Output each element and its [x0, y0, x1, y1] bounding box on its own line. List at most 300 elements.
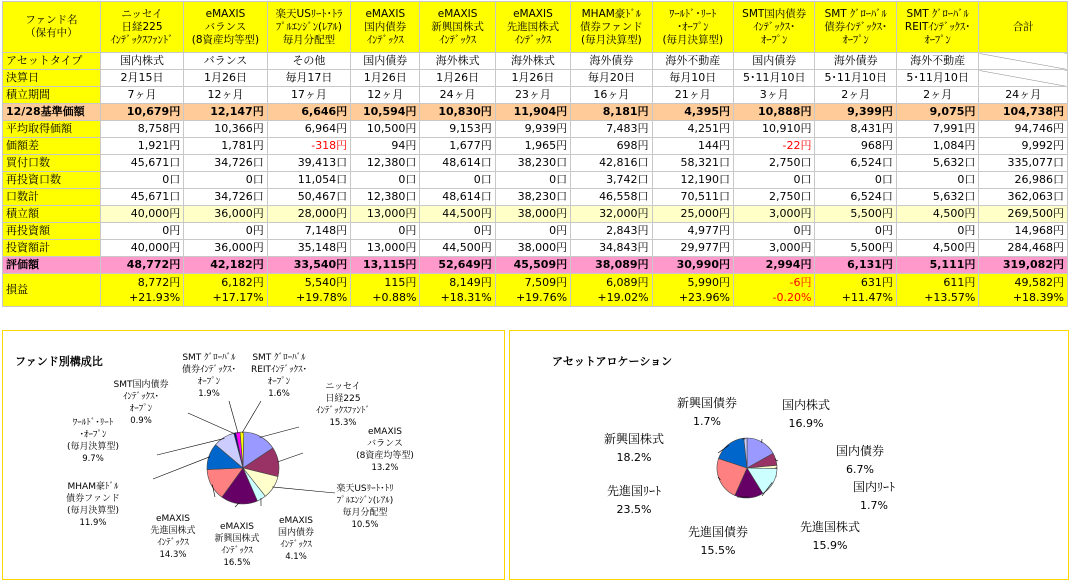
data-cell: 45,671口: [100, 155, 183, 172]
data-cell: 0円: [896, 223, 978, 240]
slice-name-label: ｲﾝﾃﾞｯｸｽﾌｧﾝﾄﾞ: [315, 406, 371, 416]
data-cell: 国内債券: [351, 53, 420, 70]
data-cell: 11,904円: [495, 104, 570, 121]
data-cell: バランス: [184, 53, 267, 70]
data-cell: 6,964円: [267, 121, 350, 138]
data-cell: 6,524口: [815, 189, 896, 206]
data-cell: 10,500円: [351, 121, 420, 138]
table-row: [3, 121, 1068, 138]
leader-line: [272, 487, 335, 493]
profit-amount: 5,540円: [304, 276, 348, 289]
row-label: 投資額計: [3, 240, 101, 257]
header-line: 毎月分配型: [282, 33, 336, 46]
data-cell: 9,153円: [420, 121, 495, 138]
slice-percent-label: 1.7%: [860, 499, 888, 512]
data-cell: 10,888円: [734, 104, 815, 121]
total-cell: 24ヶ月: [979, 87, 1068, 104]
slice-percent-label: 14.3%: [159, 550, 187, 560]
data-cell: 10,594円: [351, 104, 420, 121]
header-line: SMT ｸﾞﾛｰﾊﾞﾙ: [906, 7, 969, 20]
slice-percent-label: 16.9%: [788, 417, 824, 430]
profit-amount: 8,772円: [137, 276, 181, 289]
data-cell: 1月26日: [351, 70, 420, 87]
total-profit-amount: 49,582円: [1014, 276, 1064, 289]
slice-name-label: ﾜｰﾙﾄﾞ･ﾘｰﾄ: [72, 418, 114, 428]
table-row: [3, 138, 1068, 155]
data-cell: 0口: [495, 172, 570, 189]
header-line: (毎月決算型): [662, 33, 724, 46]
data-cell: 12,190口: [652, 172, 733, 189]
data-cell: 38,000円: [495, 240, 570, 257]
data-cell: 1月26日: [420, 70, 495, 87]
data-cell: 4,395円: [652, 104, 733, 121]
header-line: (毎月決算型): [580, 33, 642, 46]
data-cell: 5,500円: [815, 206, 896, 223]
slice-percent-label: 15.9%: [812, 539, 848, 552]
total-cell: [979, 70, 1068, 87]
data-cell: 16ヶ月: [571, 87, 652, 104]
total-cell: 9,992円: [979, 138, 1068, 155]
slice-name-label: ｲﾝﾃﾞｯｸｽ: [280, 540, 312, 550]
fund-name-header: [815, 2, 896, 53]
data-cell: 海外株式: [420, 53, 495, 70]
slice-name-label: 国内株式: [781, 398, 831, 412]
data-cell: 0口: [351, 172, 420, 189]
data-cell: 12ヶ月: [351, 87, 420, 104]
total-cell: 94,746円: [979, 121, 1068, 138]
fund-name-header: [571, 2, 652, 53]
data-cell: 12,380口: [351, 189, 420, 206]
slice-percent-label: 18.2%: [616, 451, 652, 464]
row-label: 積立額: [3, 206, 101, 223]
row-label: 損益: [3, 274, 101, 307]
header-line: ｲﾝﾃﾞｯｸｽ: [514, 33, 552, 46]
slice-name-label: eMAXIS: [220, 522, 254, 532]
data-cell: 1月26日: [495, 70, 570, 87]
slice-name-label: 日経225: [325, 394, 361, 404]
data-cell: 1,965円: [495, 138, 570, 155]
data-cell: 48,614口: [420, 155, 495, 172]
data-cell: 0円: [495, 223, 570, 240]
data-cell: 5,500円: [815, 240, 896, 257]
profit-amount: 6,182円: [221, 276, 264, 289]
asset-pie-chart: [510, 331, 1068, 579]
fund-name-header: [495, 2, 570, 53]
data-cell: 698円: [571, 138, 652, 155]
fund-composition-panel: [2, 330, 505, 580]
slice-name-label: 債券ｲﾝﾃﾞｯｸｽ･: [181, 365, 237, 375]
data-cell: 1,677円: [420, 138, 495, 155]
data-cell: -22円: [734, 138, 815, 155]
data-cell: 13,000円: [351, 240, 420, 257]
slice-name-label: ｲﾝﾃﾞｯｸｽ･: [122, 392, 160, 402]
data-cell: [420, 274, 495, 307]
profit-amount: 8,149円: [449, 276, 492, 289]
data-cell: 10,830円: [420, 104, 495, 121]
data-cell: 70,511口: [652, 189, 733, 206]
header-line: eMAXIS: [513, 7, 553, 20]
data-cell: 10,910円: [734, 121, 815, 138]
profit-rate: +19.78%: [296, 291, 348, 304]
header-line: ファンド名: [25, 14, 78, 26]
table-row: [3, 87, 1068, 104]
header-line: (8資産均等型): [191, 33, 260, 46]
data-cell: 5･11月10日: [734, 70, 815, 87]
row-label: 平均取得価額: [3, 121, 101, 138]
header-line: MHAM豪ﾄﾞﾙ: [581, 7, 642, 20]
slice-name-label: 新興国債券: [676, 396, 738, 410]
data-cell: 12,147円: [184, 104, 267, 121]
table-row: [3, 172, 1068, 189]
data-cell: 45,509円: [495, 257, 570, 274]
portfolio-table: [2, 1, 1068, 307]
slice-name-label: ﾌﾟﾙｴﾝｼﾞﾝ(ﾚｱﾙ): [336, 496, 394, 506]
row-label: 再投資額: [3, 223, 101, 240]
total-profit-rate: +18.39%: [1012, 291, 1064, 304]
data-cell: 58,321口: [652, 155, 733, 172]
data-cell: 3,000円: [734, 206, 815, 223]
data-cell: 34,726口: [184, 155, 267, 172]
header-line: ｲﾝﾃﾞｯｸｽ: [366, 33, 404, 46]
data-cell: 24ヶ月: [420, 87, 495, 104]
slice-percent-label: 1.7%: [693, 415, 721, 428]
slice-name-label: REITｲﾝﾃﾞｯｸｽ･: [250, 365, 308, 375]
header-label-cell: [3, 2, 101, 53]
slice-percent-label: 4.1%: [285, 552, 307, 562]
leader-line: [153, 457, 210, 479]
data-cell: 10,679円: [100, 104, 183, 121]
data-cell: 2ヶ月: [815, 87, 896, 104]
slice-percent-label: 1.6%: [268, 389, 290, 399]
data-cell: 46,558口: [571, 189, 652, 206]
data-cell: 7,991円: [896, 121, 978, 138]
total-cell: 14,968円: [979, 223, 1068, 240]
table-row: [3, 189, 1068, 206]
data-cell: 2,994円: [734, 257, 815, 274]
header-line: 日経225: [121, 20, 163, 33]
data-cell: 0口: [100, 172, 183, 189]
data-cell: 7ヶ月: [100, 87, 183, 104]
profit-rate: +19.02%: [597, 291, 649, 304]
header-line: ｵｰﾌﾟﾝ: [924, 33, 951, 46]
data-cell: 5･11月10日: [896, 70, 978, 87]
header-line: eMAXIS: [437, 7, 478, 20]
data-cell: 2ヶ月: [896, 87, 978, 104]
header-line: （保有中）: [25, 27, 78, 39]
fund-name-header: [734, 2, 815, 53]
asset-allocation-panel: [509, 330, 1069, 580]
slice-percent-label: 10.5%: [351, 520, 379, 530]
slice-percent-label: 1.9%: [198, 389, 220, 399]
slice-name-label: ･ｵｰﾌﾟﾝ: [79, 430, 107, 440]
total-header: 合計: [979, 2, 1068, 53]
data-cell: [495, 274, 570, 307]
slice-name-label: ｵｰﾌﾟﾝ: [267, 377, 291, 387]
profit-rate: +21.93%: [129, 291, 181, 304]
profit-rate: +23.96%: [678, 291, 731, 304]
data-cell: 42,816口: [571, 155, 652, 172]
table-row: [3, 70, 1068, 87]
data-cell: 4,500円: [896, 206, 978, 223]
table-row: [3, 223, 1068, 240]
fund-name-header: [351, 2, 420, 53]
row-label: 12/28基準価額: [3, 104, 101, 121]
slice-percent-label: 6.7%: [846, 463, 874, 476]
data-cell: 7,483円: [571, 121, 652, 138]
data-cell: 40,000円: [100, 206, 183, 223]
header-line: eMAXIS: [205, 7, 246, 20]
total-cell: 104,738円: [979, 104, 1068, 121]
data-cell: [652, 274, 733, 307]
slice-name-label: SMT国内債券: [113, 380, 169, 390]
header-line: 先進国株式: [506, 20, 560, 33]
table-row: [3, 206, 1068, 223]
data-cell: 42,182円: [184, 257, 267, 274]
data-cell: [184, 274, 267, 307]
data-cell: 28,000円: [267, 206, 350, 223]
data-cell: 4,977円: [652, 223, 733, 240]
table-row: [3, 240, 1068, 257]
profit-rate: +19.76%: [515, 291, 568, 304]
header-line: SMT ｸﾞﾛｰﾊﾞﾙ: [824, 7, 887, 20]
row-label: 口数計: [3, 189, 101, 206]
data-cell: 40,000円: [100, 240, 183, 257]
profit-rate: +18.31%: [440, 291, 492, 304]
slice-name-label: 新興国株式: [214, 534, 260, 544]
data-cell: 海外債券: [815, 53, 896, 70]
data-cell: 0口: [815, 172, 896, 189]
data-cell: 35,148円: [267, 240, 350, 257]
data-cell: 8,758円: [100, 121, 183, 138]
data-cell: 0円: [815, 223, 896, 240]
profit-rate: +0.88%: [372, 291, 417, 304]
leader-line: [260, 427, 299, 437]
data-cell: 5,111円: [896, 257, 978, 274]
slice-name-label: (毎月決算型): [66, 442, 120, 452]
data-cell: 3,742口: [571, 172, 652, 189]
data-cell: 44,500円: [420, 206, 495, 223]
header-row: [3, 2, 1068, 53]
data-cell: 海外不動産: [896, 53, 978, 70]
data-cell: 1,084円: [896, 138, 978, 155]
data-cell: 6,524口: [815, 155, 896, 172]
data-cell: 0円: [420, 223, 495, 240]
data-cell: 5･11月10日: [815, 70, 896, 87]
header-line: ﾜｰﾙﾄﾞ･ﾘｰﾄ: [669, 7, 717, 20]
data-cell: 4,251円: [652, 121, 733, 138]
slice-percent-label: 9.7%: [82, 454, 104, 464]
profit-rate: +13.57%: [924, 291, 976, 304]
header-line: ｵｰﾌﾟﾝ: [842, 33, 869, 46]
data-cell: 2,750口: [734, 189, 815, 206]
profit-amount: 611円: [943, 276, 976, 289]
data-cell: 23ヶ月: [495, 87, 570, 104]
total-cell: [979, 274, 1068, 307]
slice-name-label: 債券ファンド: [66, 494, 120, 504]
data-cell: 38,230口: [495, 189, 570, 206]
header-line: ｲﾝﾃﾞｯｸｽ･: [753, 20, 796, 33]
slice-percent-label: 23.5%: [616, 503, 652, 516]
slice-percent-label: 15.3%: [329, 418, 357, 428]
data-cell: 12,380口: [351, 155, 420, 172]
slice-name-label: 国内債券: [277, 528, 315, 538]
data-cell: 17ヶ月: [267, 87, 350, 104]
slice-name-label: 国内ﾘｰﾄ: [852, 480, 896, 494]
data-cell: 8,181円: [571, 104, 652, 121]
data-cell: 9,399円: [815, 104, 896, 121]
data-cell: 5,632口: [896, 155, 978, 172]
data-cell: 1月26日: [184, 70, 267, 87]
data-cell: [351, 274, 420, 307]
data-cell: [100, 274, 183, 307]
data-cell: 0円: [351, 223, 420, 240]
row-label: 価額差: [3, 138, 101, 155]
data-cell: 94円: [351, 138, 420, 155]
slice-name-label: 先進国債券: [687, 525, 749, 539]
header-line: SMT国内債券: [742, 7, 807, 20]
slice-name-label: SMT ｸﾞﾛｰﾊﾞﾙ: [182, 353, 236, 363]
data-cell: [571, 274, 652, 307]
fund-name-header: [100, 2, 183, 53]
slice-name-label: ニッセイ: [325, 382, 361, 392]
slice-name-label: eMAXIS: [279, 516, 313, 526]
row-label: 再投資口数: [3, 172, 101, 189]
data-cell: 0口: [734, 172, 815, 189]
total-cell: [979, 53, 1068, 70]
header-line: バランス: [204, 20, 247, 33]
fund-pie-chart: [3, 331, 504, 579]
profit-rate: +11.47%: [841, 291, 893, 304]
data-cell: 毎月17日: [267, 70, 350, 87]
data-cell: 9,939円: [495, 121, 570, 138]
slice-name-label: eMAXIS: [368, 427, 402, 437]
data-cell: 52,649円: [420, 257, 495, 274]
data-cell: 海外不動産: [652, 53, 733, 70]
data-cell: 29,977円: [652, 240, 733, 257]
leader-line: [277, 453, 303, 462]
data-cell: 2月15日: [100, 70, 183, 87]
total-cell: 362,063口: [979, 189, 1068, 206]
profit-amount: 7,509円: [524, 276, 568, 289]
slice-name-label: 先進国株式: [150, 526, 196, 536]
fund-name-header: [896, 2, 978, 53]
data-cell: 海外債券: [571, 53, 652, 70]
leader-line: [242, 401, 261, 433]
header-line: eMAXIS: [365, 7, 406, 20]
data-cell: 25,000円: [652, 206, 733, 223]
data-cell: 0口: [896, 172, 978, 189]
table-row: [3, 53, 1068, 70]
data-cell: 36,000円: [184, 206, 267, 223]
data-cell: 1,921円: [100, 138, 183, 155]
data-cell: 4,500円: [896, 240, 978, 257]
slice-percent-label: 16.5%: [223, 558, 251, 568]
profit-amount: 115円: [384, 276, 417, 289]
slice-name-label: SMT ｸﾞﾛｰﾊﾞﾙ: [252, 353, 306, 363]
data-cell: 39,413口: [267, 155, 350, 172]
data-cell: 38,089円: [571, 257, 652, 274]
data-cell: 2,750口: [734, 155, 815, 172]
data-cell: 30,990円: [652, 257, 733, 274]
data-cell: 13,000円: [351, 206, 420, 223]
data-cell: 0円: [184, 223, 267, 240]
data-cell: その他: [267, 53, 350, 70]
slice-name-label: ｲﾝﾃﾞｯｸｽ: [221, 546, 253, 556]
profit-rate: +17.17%: [212, 291, 264, 304]
profit-amount: 6,089円: [606, 276, 649, 289]
slice-percent-label: 13.2%: [371, 463, 399, 473]
slice-name-label: 新興国株式: [603, 432, 665, 446]
slice-percent-label: 15.5%: [700, 544, 736, 557]
total-cell: 269,500円: [979, 206, 1068, 223]
data-cell: 12ヶ月: [184, 87, 267, 104]
slice-name-label: ｲﾝﾃﾞｯｸｽ: [157, 538, 189, 548]
data-cell: 33,540円: [267, 257, 350, 274]
slice-name-label: 国内債券: [835, 444, 885, 458]
slice-name-label: ｵｰﾌﾟﾝ: [129, 404, 153, 414]
row-label: 積立期間: [3, 87, 101, 104]
data-cell: 11,054口: [267, 172, 350, 189]
total-cell: 319,082円: [979, 257, 1068, 274]
slice-name-label: 楽天USﾘｰﾄ･ﾄﾘ: [336, 484, 394, 494]
slice-name-label: 先進国ﾘｰﾄ: [606, 484, 662, 498]
header-line: 国内債券: [364, 20, 407, 33]
data-cell: 毎月10日: [652, 70, 733, 87]
total-cell: 335,077口: [979, 155, 1068, 172]
data-cell: 0口: [184, 172, 267, 189]
total-cell: 26,986口: [979, 172, 1068, 189]
row-label: 決算日: [3, 70, 101, 87]
data-cell: 38,000円: [495, 206, 570, 223]
fund-name-header: [420, 2, 495, 53]
data-cell: 36,000円: [184, 240, 267, 257]
data-cell: 34,726口: [184, 189, 267, 206]
slice-name-label: (8資産均等型): [356, 451, 414, 461]
header-line: 楽天USﾘｰﾄ･ﾄﾗ: [275, 7, 343, 20]
data-cell: 6,131円: [815, 257, 896, 274]
data-cell: 6,646円: [267, 104, 350, 121]
data-cell: 32,000円: [571, 206, 652, 223]
data-cell: 3ヶ月: [734, 87, 815, 104]
header-line: 債券ｲﾝﾃﾞｯｸｽ･: [824, 20, 888, 33]
data-cell: 2,843円: [571, 223, 652, 240]
data-cell: 48,772円: [100, 257, 183, 274]
leader-line: [229, 401, 238, 433]
data-cell: 10,366円: [184, 121, 267, 138]
data-cell: 1,781円: [184, 138, 267, 155]
data-cell: 0円: [734, 223, 815, 240]
data-cell: 9,075円: [896, 104, 978, 121]
data-cell: 7,148円: [267, 223, 350, 240]
total-cell: 284,468円: [979, 240, 1068, 257]
slice-name-label: (毎月決算型): [66, 506, 120, 516]
header-line: REITｲﾝﾃﾞｯｸｽ･: [904, 20, 971, 33]
slice-name-label: ｵｰﾌﾟﾝ: [197, 377, 221, 387]
header-line: ･ｵｰﾌﾟﾝ: [677, 20, 709, 33]
header-line: ニッセイ: [121, 7, 163, 20]
slice-percent-label: 0.9%: [130, 416, 152, 426]
data-cell: 3,000円: [734, 240, 815, 257]
table-row: [3, 104, 1068, 121]
data-cell: 44,500円: [420, 240, 495, 257]
data-cell: -318円: [267, 138, 350, 155]
profit-rate: -0.20%: [772, 291, 812, 304]
fund-name-header: [652, 2, 733, 53]
data-cell: 144円: [652, 138, 733, 155]
header-line: ﾌﾟﾙｴﾝｼﾞﾝ(ﾚｱﾙ): [275, 20, 342, 33]
data-cell: 45,671口: [100, 189, 183, 206]
fund-name-header: [184, 2, 267, 53]
